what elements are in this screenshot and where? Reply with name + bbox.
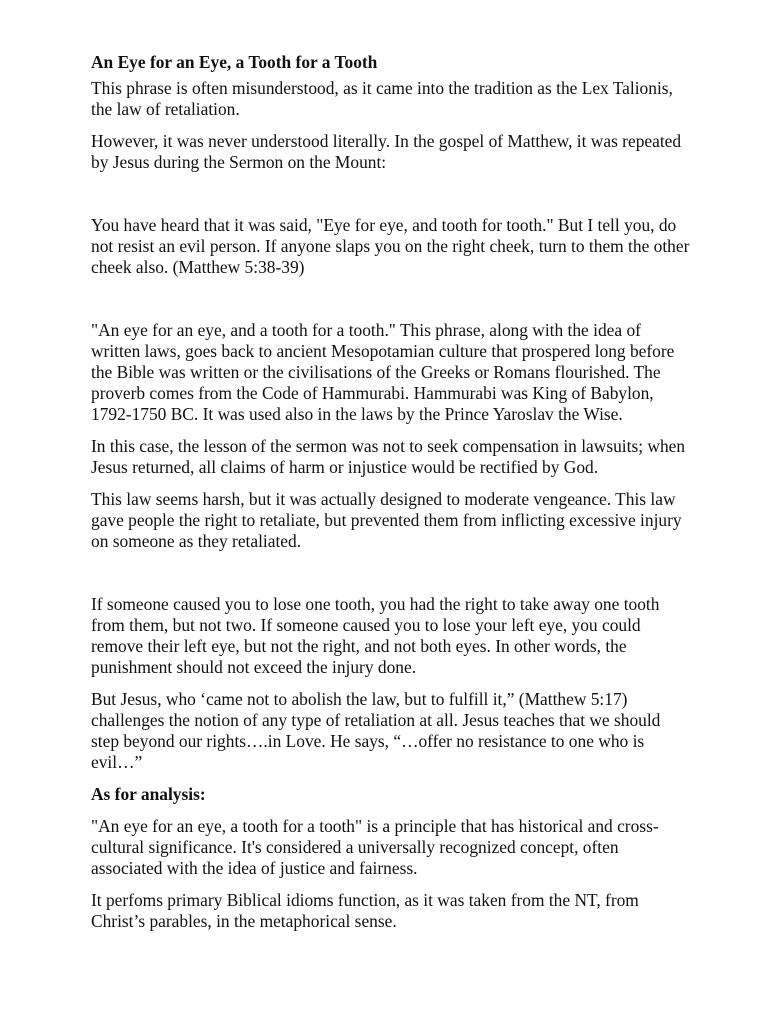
- text-line: evil…”: [91, 752, 143, 772]
- paragraph-hammurabi: [91, 320, 708, 425]
- text-line: remove their left eye, but not the right, and not both eyes. In other words, the: [91, 636, 627, 656]
- paragraph-lesson: [91, 436, 708, 478]
- text-line: "An eye for an eye, a tooth for a tooth" is a principle that has historical and cross-: [91, 816, 659, 836]
- text-line: the law of retaliation.: [91, 99, 240, 119]
- text-line: "An eye for an eye, and a tooth for a tooth." This phrase, along with the idea of: [91, 320, 641, 340]
- text-line: by Jesus during the Sermon on the Mount:: [91, 152, 387, 172]
- text-line: gave people the right to retaliate, but prevented them from inflicting excessive injury: [91, 510, 682, 530]
- document-title: An Eye for an Eye, a Tooth for a Tooth: [91, 52, 378, 72]
- text-line: In this case, the lesson of the sermon was not to seek compensation in lawsuits; when: [91, 436, 686, 456]
- text-line: not resist an evil person. If anyone slaps you on the right cheek, turn to them the other: [91, 236, 690, 256]
- paragraph-jesus-teaching: [91, 689, 708, 773]
- text-line: challenges the notion of any type of retaliation at all. Jesus teaches that we should: [91, 710, 661, 730]
- text-line: Christ’s parables, in the metaphorical sense.: [91, 911, 397, 931]
- text-line: proverb comes from the Code of Hammurabi. Hammurabi was King of Babylon,: [91, 383, 654, 403]
- text-line: written laws, goes back to ancient Mesopotamian culture that prospered long before: [91, 341, 675, 361]
- paragraph-analysis: [91, 816, 708, 879]
- text-line: cheek also. (Matthew 5:38-39): [91, 257, 305, 277]
- paragraph-tooth-example: [91, 594, 708, 678]
- paragraph-idiom-function: [91, 890, 708, 932]
- text-line: You have heard that it was said, "Eye for eye, and tooth for tooth." But I tell you, do: [91, 215, 677, 235]
- text-line: punishment should not exceed the injury done.: [91, 657, 417, 677]
- text-line: If someone caused you to lose one tooth, you had the right to take away one tooth: [91, 594, 660, 614]
- text-line: the Bible was written or the civilisations of the Greeks or Romans flourished. The: [91, 362, 661, 382]
- paragraph-matthew-quote: [91, 215, 708, 278]
- paragraph-sermon-intro: [91, 131, 708, 173]
- text-line: on someone as they retaliated.: [91, 531, 302, 551]
- text-line: It perfoms primary Biblical idioms function, as it was taken from the NT, from: [91, 890, 639, 910]
- text-line: This law seems harsh, but it was actually designed to moderate vengeance. This law: [91, 489, 676, 509]
- text-line: Jesus returned, all claims of harm or injustice would be rectified by God.: [91, 457, 599, 477]
- text-line: However, it was never understood literally. In the gospel of Matthew, it was repeated: [91, 131, 682, 151]
- text-line: But Jesus, who ‘came not to abolish the law, but to fulfill it,” (Matthew 5:17): [91, 689, 628, 709]
- text-line: associated with the idea of justice and fairness.: [91, 858, 418, 878]
- text-line: 1792-1750 BC. It was used also in the laws by the Prince Yaroslav the Wise.: [91, 404, 623, 424]
- text-line: from them, but not two. If someone caused you to lose your left eye, you could: [91, 615, 641, 635]
- paragraph-moderate-vengeance: [91, 489, 708, 552]
- analysis-heading: As for analysis:: [91, 784, 206, 804]
- text-line: This phrase is often misunderstood, as it came into the tradition as the Lex Talionis,: [91, 78, 673, 98]
- text-line: step beyond our rights….in Love. He says, “…offer no resistance to one who is: [91, 731, 645, 751]
- text-line: cultural significance. It's considered a universally recognized concept, often: [91, 837, 619, 857]
- paragraph-lex-talionis: [91, 78, 708, 120]
